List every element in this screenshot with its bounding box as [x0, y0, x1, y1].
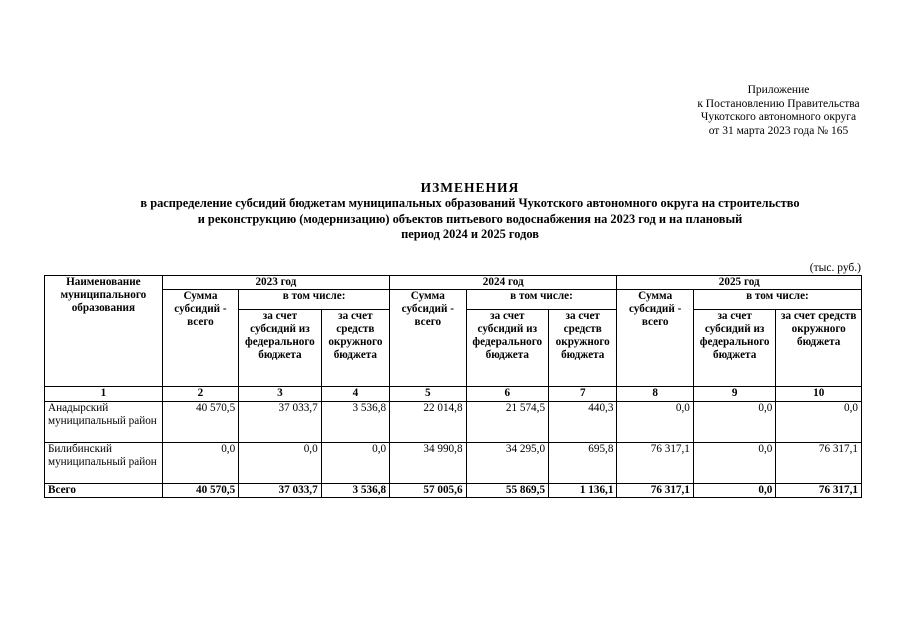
- total-value: 37 033,7: [239, 484, 322, 498]
- year-header-2024: 2024 год: [390, 276, 617, 290]
- appendix-line-1: Приложение: [747, 84, 810, 96]
- row-value: 76 317,1: [617, 443, 693, 484]
- row-value: 440,3: [549, 402, 617, 443]
- col-index: 1: [45, 387, 163, 402]
- subsidy-table: [44, 275, 862, 498]
- total-value: 1 136,1: [549, 484, 617, 498]
- col-index: 5: [390, 387, 466, 402]
- row-name: Анадырский муниципальный район: [45, 402, 163, 443]
- heading-line-1: в распределение субсидий бюджетам муниципальных образований Чукотского автономного округа на строительство: [140, 196, 800, 210]
- col-index: 4: [321, 387, 389, 402]
- total-value: 57 005,6: [390, 484, 466, 498]
- col-index: 7: [549, 387, 617, 402]
- col-header-sum-2024: Сумма субсидий - всего: [390, 290, 466, 387]
- table-row: [45, 443, 862, 484]
- total-value: 0,0: [693, 484, 776, 498]
- row-value: 76 317,1: [776, 443, 862, 484]
- row-name: Билибинский муниципальный район: [45, 443, 163, 484]
- total-row: [45, 484, 862, 498]
- row-value: 34 990,8: [390, 443, 466, 484]
- col-index: 10: [776, 387, 862, 402]
- col-header-federal-2024: за счет субсидий из федерального бюджета: [466, 310, 549, 387]
- row-value: 0,0: [776, 402, 862, 443]
- col-header-including-2025: в том числе:: [693, 290, 861, 310]
- heading-line-3: период 2024 и 2025 годов: [401, 227, 539, 242]
- row-value: 0,0: [321, 443, 389, 484]
- row-value: 695,8: [549, 443, 617, 484]
- col-index: 3: [239, 387, 322, 402]
- row-value: 40 570,5: [162, 402, 238, 443]
- row-value: 3 536,8: [321, 402, 389, 443]
- row-value: 34 295,0: [466, 443, 549, 484]
- appendix-line-4: от 31 марта 2023 года № 165: [708, 124, 849, 137]
- total-label: Всего: [45, 484, 163, 498]
- total-value: 76 317,1: [776, 484, 862, 498]
- heading-line-2: и реконструкцию (модернизацию) объектов питьевого водоснабжения на 2023 год и на плановый: [197, 211, 743, 226]
- col-header-including-2024: в том числе:: [466, 290, 617, 310]
- col-header-federal-2025: за счет субсидий из федерального бюджета: [693, 310, 776, 387]
- year-header-2025: 2025 год: [617, 276, 862, 290]
- appendix-line-2: к Постановлению Правительства: [697, 97, 860, 110]
- col-header-sum-2025: Сумма субсидий - всего: [617, 290, 693, 387]
- row-value: 22 014,8: [390, 402, 466, 443]
- row-value: 0,0: [693, 402, 776, 443]
- document-heading: [40, 180, 900, 243]
- year-header-2023: 2023 год: [162, 276, 389, 290]
- row-value: 0,0: [693, 443, 776, 484]
- col-index: 2: [162, 387, 238, 402]
- table-row: [45, 402, 862, 443]
- total-value: 76 317,1: [617, 484, 693, 498]
- appendix-line-3: Чукотского автономного округа: [700, 111, 857, 124]
- total-value: 40 570,5: [162, 484, 238, 498]
- total-value: 55 869,5: [466, 484, 549, 498]
- col-header-including-2023: в том числе:: [239, 290, 390, 310]
- row-value: 0,0: [617, 402, 693, 443]
- row-value: 21 574,5: [466, 402, 549, 443]
- col-header-federal-2023: за счет субсидий из федерального бюджета: [239, 310, 322, 387]
- col-header-district-2024: за счет средств окружного бюджета: [549, 310, 617, 387]
- column-index-row: [45, 387, 862, 402]
- appendix-block: [600, 84, 905, 138]
- col-index: 8: [617, 387, 693, 402]
- col-header-sum-2023: Сумма субсидий - всего: [162, 290, 238, 387]
- row-value: 0,0: [239, 443, 322, 484]
- col-index: 9: [693, 387, 776, 402]
- row-value: 0,0: [162, 443, 238, 484]
- col-index: 6: [466, 387, 549, 402]
- total-value: 3 536,8: [321, 484, 389, 498]
- document-title: ИЗМЕНЕНИЯ: [420, 180, 520, 195]
- col-header-district-2023: за счет средств окружного бюджета: [321, 310, 389, 387]
- row-value: 37 033,7: [239, 402, 322, 443]
- col-header-district-2025: за счет средств окружного бюджета: [776, 310, 862, 387]
- units-label: (тыс. руб.): [809, 262, 861, 274]
- col-header-name: Наименование муниципального образования: [45, 276, 163, 387]
